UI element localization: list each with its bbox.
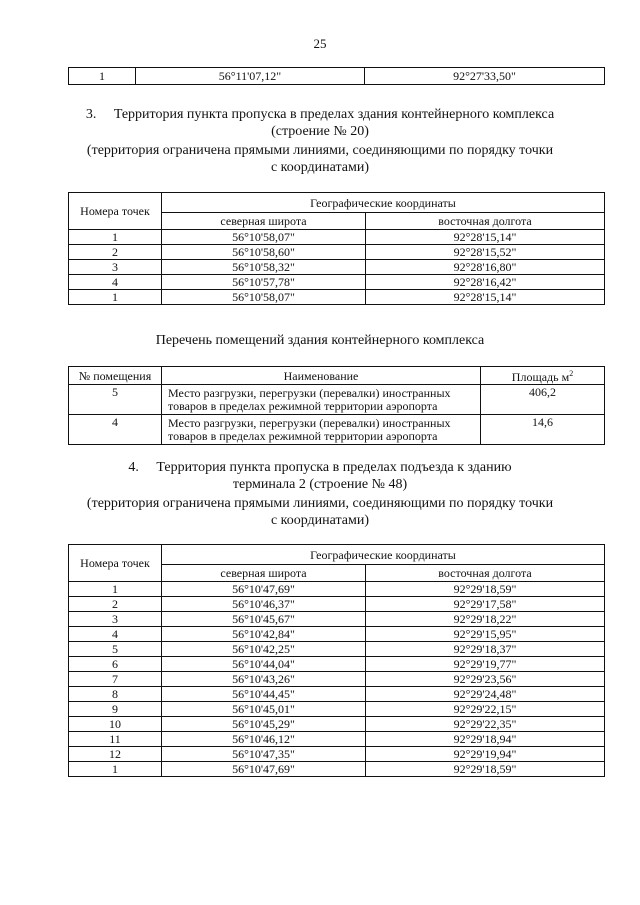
longitude-cell: 92°28'16,42" bbox=[366, 275, 605, 290]
column-header-latitude: северная широта bbox=[162, 213, 366, 230]
longitude-cell: 92°29'18,94" bbox=[366, 732, 605, 747]
column-header-point-numbers: Номера точек bbox=[69, 193, 162, 230]
column-header-geo-coordinates: Географические координаты bbox=[162, 545, 605, 565]
point-number: 4 bbox=[69, 275, 162, 290]
page-number: 25 bbox=[313, 36, 327, 51]
column-header-point-numbers: Номера точек bbox=[69, 545, 162, 582]
table-row bbox=[69, 385, 605, 415]
latitude-cell: 56°10'42,25" bbox=[162, 642, 366, 657]
table-row bbox=[69, 732, 605, 747]
point-number: 2 bbox=[69, 597, 162, 612]
longitude-cell: 92°29'15,95" bbox=[366, 627, 605, 642]
section-3-note: (территория ограничена прямыми линиями, соединяющими по порядку точки с координатами) bbox=[86, 143, 554, 175]
top-continuation-table bbox=[68, 67, 605, 85]
table-row bbox=[69, 657, 605, 672]
coordinates-table-section-3 bbox=[68, 192, 605, 305]
column-header-longitude: восточная долгота bbox=[366, 213, 605, 230]
table-row bbox=[69, 747, 605, 762]
table-row bbox=[69, 597, 605, 612]
point-number: 9 bbox=[69, 702, 162, 717]
table-row bbox=[69, 245, 605, 260]
point-number: 5 bbox=[69, 642, 162, 657]
point-number: 2 bbox=[69, 245, 162, 260]
latitude-cell: 56°10'44,04" bbox=[162, 657, 366, 672]
point-number: 10 bbox=[69, 717, 162, 732]
table-row bbox=[69, 260, 605, 275]
column-header-longitude: восточная долгота bbox=[366, 565, 605, 582]
column-header-room-name: Наименование bbox=[162, 367, 481, 385]
point-number: 11 bbox=[69, 732, 162, 747]
longitude-cell: 92°29'23,56" bbox=[366, 672, 605, 687]
point-number: 1 bbox=[69, 582, 162, 597]
longitude-cell: 92°29'18,37" bbox=[366, 642, 605, 657]
longitude-cell: 92°28'15,14" bbox=[366, 230, 605, 245]
point-number: 7 bbox=[69, 672, 162, 687]
point-number: 1 bbox=[69, 290, 162, 305]
longitude-cell: 92°29'22,35" bbox=[366, 717, 605, 732]
latitude-cell: 56°10'58,07" bbox=[162, 290, 366, 305]
point-number: 6 bbox=[69, 657, 162, 672]
point-number: 1 bbox=[69, 68, 136, 85]
longitude-cell: 92°29'19,77" bbox=[366, 657, 605, 672]
rooms-list-title: Перечень помещений здания контейнерного комплекса bbox=[155, 333, 485, 348]
section-3-title: 3. Территория пункта пропуска в пределах здания контейнерного комплекса (строение № 20) bbox=[85, 107, 555, 139]
longitude-cell: 92°29'18,59" bbox=[366, 582, 605, 597]
table-row bbox=[69, 275, 605, 290]
latitude-cell: 56°10'47,69" bbox=[162, 762, 366, 777]
room-name: Место разгрузки, перегрузки (перевалки) иностранных товаров в пределах режимной территории аэропорта bbox=[162, 385, 481, 415]
point-number: 3 bbox=[69, 260, 162, 275]
section-4-title: 4. Территория пункта пропуска в пределах подъезда к зданию терминала 2 (строение № 48) bbox=[128, 460, 512, 492]
table-row bbox=[69, 672, 605, 687]
latitude-cell: 56°10'58,07" bbox=[162, 230, 366, 245]
table-row bbox=[69, 68, 605, 85]
latitude-cell: 56°10'58,60" bbox=[162, 245, 366, 260]
room-number: 4 bbox=[69, 415, 162, 445]
table-row bbox=[69, 612, 605, 627]
table-row bbox=[69, 627, 605, 642]
table-row bbox=[69, 415, 605, 445]
point-number: 12 bbox=[69, 747, 162, 762]
point-number: 8 bbox=[69, 687, 162, 702]
longitude-cell: 92°28'15,52" bbox=[366, 245, 605, 260]
latitude-cell: 56°10'42,84" bbox=[162, 627, 366, 642]
table-row bbox=[69, 290, 605, 305]
latitude-cell: 56°10'44,45" bbox=[162, 687, 366, 702]
latitude-cell: 56°10'46,12" bbox=[162, 732, 366, 747]
table-row bbox=[69, 642, 605, 657]
longitude-cell: 92°29'24,48" bbox=[366, 687, 605, 702]
table-row bbox=[69, 230, 605, 245]
latitude-cell: 56°10'47,69" bbox=[162, 582, 366, 597]
table-row bbox=[69, 687, 605, 702]
longitude-cell: 92°28'16,80" bbox=[366, 260, 605, 275]
table-row bbox=[69, 762, 605, 777]
latitude-cell: 56°10'58,32" bbox=[162, 260, 366, 275]
column-header-room-number: № помещения bbox=[69, 367, 162, 385]
longitude-cell: 92°29'18,59" bbox=[366, 762, 605, 777]
latitude-cell: 56°10'46,37" bbox=[162, 597, 366, 612]
longitude-cell: 92°29'18,22" bbox=[366, 612, 605, 627]
table-row bbox=[69, 717, 605, 732]
longitude-cell: 92°29'19,94" bbox=[366, 747, 605, 762]
latitude-cell: 56°10'57,78" bbox=[162, 275, 366, 290]
room-area: 406,2 bbox=[481, 385, 605, 415]
point-number: 3 bbox=[69, 612, 162, 627]
point-number: 1 bbox=[69, 762, 162, 777]
longitude-cell: 92°29'22,15" bbox=[366, 702, 605, 717]
column-header-area: Площадь $м^2$ bbox=[481, 367, 605, 385]
longitude-cell: 92°28'15,14" bbox=[366, 290, 605, 305]
latitude-cell: 56°10'47,35" bbox=[162, 747, 366, 762]
table-row bbox=[69, 582, 605, 597]
latitude-cell: 56°11'07,12" bbox=[136, 68, 365, 85]
coordinates-table-section-4 bbox=[68, 544, 605, 777]
section-4-note: (территория ограничена прямыми линиями, соединяющими по порядку точки с координатами) bbox=[86, 496, 554, 528]
column-header-geo-coordinates: Географические координаты bbox=[162, 193, 605, 213]
latitude-cell: 56°10'45,01" bbox=[162, 702, 366, 717]
room-area: 14,6 bbox=[481, 415, 605, 445]
room-name: Место разгрузки, перегрузки (перевалки) иностранных товаров в пределах режимной территории аэропорта bbox=[162, 415, 481, 445]
latitude-cell: 56°10'43,26" bbox=[162, 672, 366, 687]
table-row bbox=[69, 702, 605, 717]
latitude-cell: 56°10'45,29" bbox=[162, 717, 366, 732]
room-number: 5 bbox=[69, 385, 162, 415]
column-header-latitude: северная широта bbox=[162, 565, 366, 582]
longitude-cell: 92°27'33,50" bbox=[365, 68, 605, 85]
latitude-cell: 56°10'45,67" bbox=[162, 612, 366, 627]
rooms-table bbox=[68, 366, 605, 445]
longitude-cell: 92°29'17,58" bbox=[366, 597, 605, 612]
point-number: 4 bbox=[69, 627, 162, 642]
point-number: 1 bbox=[69, 230, 162, 245]
